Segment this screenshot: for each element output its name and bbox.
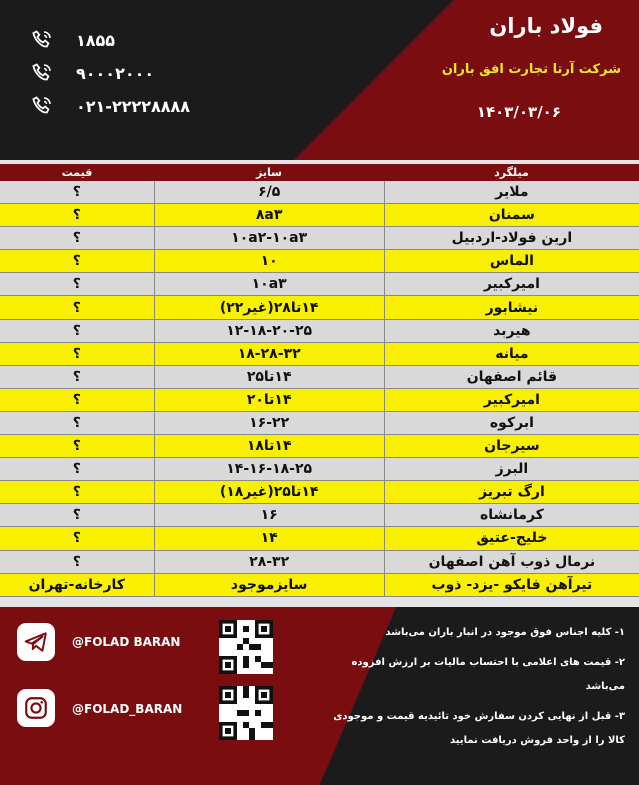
cell-grade: قائم اصفهان [384,366,639,388]
cell-size: ۱۴تا۲۵(غیر۱۸) [154,481,384,503]
cell-grade: کرمانشاه [384,504,639,526]
header-grade: میلگرد [494,166,529,179]
table-row [0,504,639,527]
cell-price: ؟ [72,276,81,293]
cell-grade: امیرکبیر [384,273,639,295]
cell-price: ؟ [72,530,81,547]
table-row [0,227,639,250]
cell-grade: سیرجان [384,435,639,457]
cell-price: ؟ [72,438,81,455]
cell-size: ۱۶-۲۲ [154,412,384,434]
cell-grade: ابرکوه [384,412,639,434]
table-row [0,296,639,319]
notes [325,621,625,759]
cell-price: ؟ [72,322,81,339]
table-row [0,527,639,550]
cell-price: ؟ [72,507,81,524]
cell-grade: ارگ تبریز [384,481,639,503]
table-row [0,320,639,343]
footer [0,607,639,785]
telegram-handle[interactable]: @FOLAD BARAN [72,635,181,649]
cell-size: ۱۰ [154,250,384,272]
cell-price: ؟ [72,484,81,501]
price-table [0,164,639,597]
cell-price: ؟ [72,184,81,201]
cell-grade: تیرآهن فایکو -یزد- ذوب [384,574,639,596]
cell-grade: البرز [384,458,639,480]
cell-size: ۱۴-۱۶-۱۸-۲۵ [154,458,384,480]
table-row [0,458,639,481]
cell-grade: امیرکبیر [384,389,639,411]
table-row [0,435,639,458]
table-row [0,412,639,435]
cell-size: ۱۸-۲۸-۳۲ [154,343,384,365]
price-date: ۱۴۰۳/۰۳/۰۶ [476,103,561,121]
cell-grade: میانه [384,343,639,365]
cell-grade: نرمال ذوب آهن اصفهان [384,551,639,573]
telegram-icon[interactable] [17,623,55,661]
qr-code-icon[interactable] [219,686,273,740]
note-item: ۱- کلیه اجناس فوق موجود در انبار باران می‌باشد [385,627,625,638]
cell-size: ۱۰a۳ [154,273,384,295]
brand-title: فولاد باران [489,14,603,38]
cell-size: ۱۴ [154,527,384,549]
phone-row-1[interactable] [30,28,115,52]
note-item: ۳- قبل از نهایی کردن سفارش خود تائیدیه قیمت و موجودی کالا را از واحد فروش دریافت نمایید [333,711,625,746]
note-item: ۲- قیمت های اعلامی با احتساب مالیات بر ارزش افزوده می‌باشد [351,657,625,692]
qr-code-glyph [219,620,273,674]
cell-price: ؟ [72,253,81,270]
cell-size: ۶/۵ [154,181,384,203]
phone-row-2[interactable] [30,61,154,85]
cell-price: کارخانه-تهران [28,576,125,593]
table-row [0,204,639,227]
phone-row-3[interactable] [30,94,190,118]
cell-price: ؟ [72,299,81,316]
table-header [0,164,639,181]
qr-code-glyph [219,686,273,740]
table-body [0,181,639,597]
cell-price: ؟ [72,391,81,408]
cell-size: ۲۸-۳۲ [154,551,384,573]
phone-number: ۹۰۰۰۲۰۰۰ [76,63,155,83]
phone-icon [30,94,54,118]
cell-size: ۱۴تا۱۸ [154,435,384,457]
table-row [0,343,639,366]
cell-grade: ارین فولاد-اردبیل [384,227,639,249]
cell-price: ؟ [72,461,81,478]
table-row [0,366,639,389]
cell-price: ؟ [72,345,81,362]
cell-grade: سمنان [384,204,639,226]
table-row [0,481,639,504]
cell-size: سایزموجود [154,574,384,596]
instagram-icon[interactable] [17,689,55,727]
table-row [0,389,639,412]
cell-size: ۱۲-۱۸-۲۰-۲۵ [154,320,384,342]
phone-number: ۰۲۱-۲۲۲۲۸۸۸۸ [76,96,191,116]
phone-icon [30,61,54,85]
table-row [0,273,639,296]
telegram-icon-glyph [23,629,49,655]
qr-code-icon[interactable] [219,620,273,674]
cell-price: ؟ [72,553,81,570]
cell-grade: نیشابور [384,296,639,318]
instagram-icon-glyph [23,695,49,721]
cell-grade: ملایر [384,181,639,203]
header [0,0,639,160]
company-name: شرکت آرتا تجارت افق باران [441,62,621,77]
header-size: سایز [256,166,282,179]
cell-size: ۱۴تا۲۰ [154,389,384,411]
cell-size: ۱۴تا۲۵ [154,366,384,388]
cell-price: ؟ [72,230,81,247]
header-price: قیمت [61,166,93,179]
cell-grade: هیربد [384,320,639,342]
table-row [0,551,639,574]
cell-grade: الماس [384,250,639,272]
cell-price: ؟ [72,207,81,224]
cell-size: ۸a۳ [154,204,384,226]
table-row [0,574,639,597]
cell-size: ۱۶ [154,504,384,526]
cell-price: ؟ [72,414,81,431]
table-row [0,181,639,204]
instagram-handle[interactable]: @FOLAD_BARAN [72,702,183,716]
cell-size: ۱۴تا۲۸(غیر۲۲) [154,296,384,318]
cell-size: ۱۰a۲-۱۰a۳ [154,227,384,249]
phone-number: ۱۸۵۵ [76,30,116,50]
cell-price: ؟ [72,368,81,385]
table-row [0,250,639,273]
cell-grade: خلیج-عتیق [384,527,639,549]
phone-icon [30,28,54,52]
